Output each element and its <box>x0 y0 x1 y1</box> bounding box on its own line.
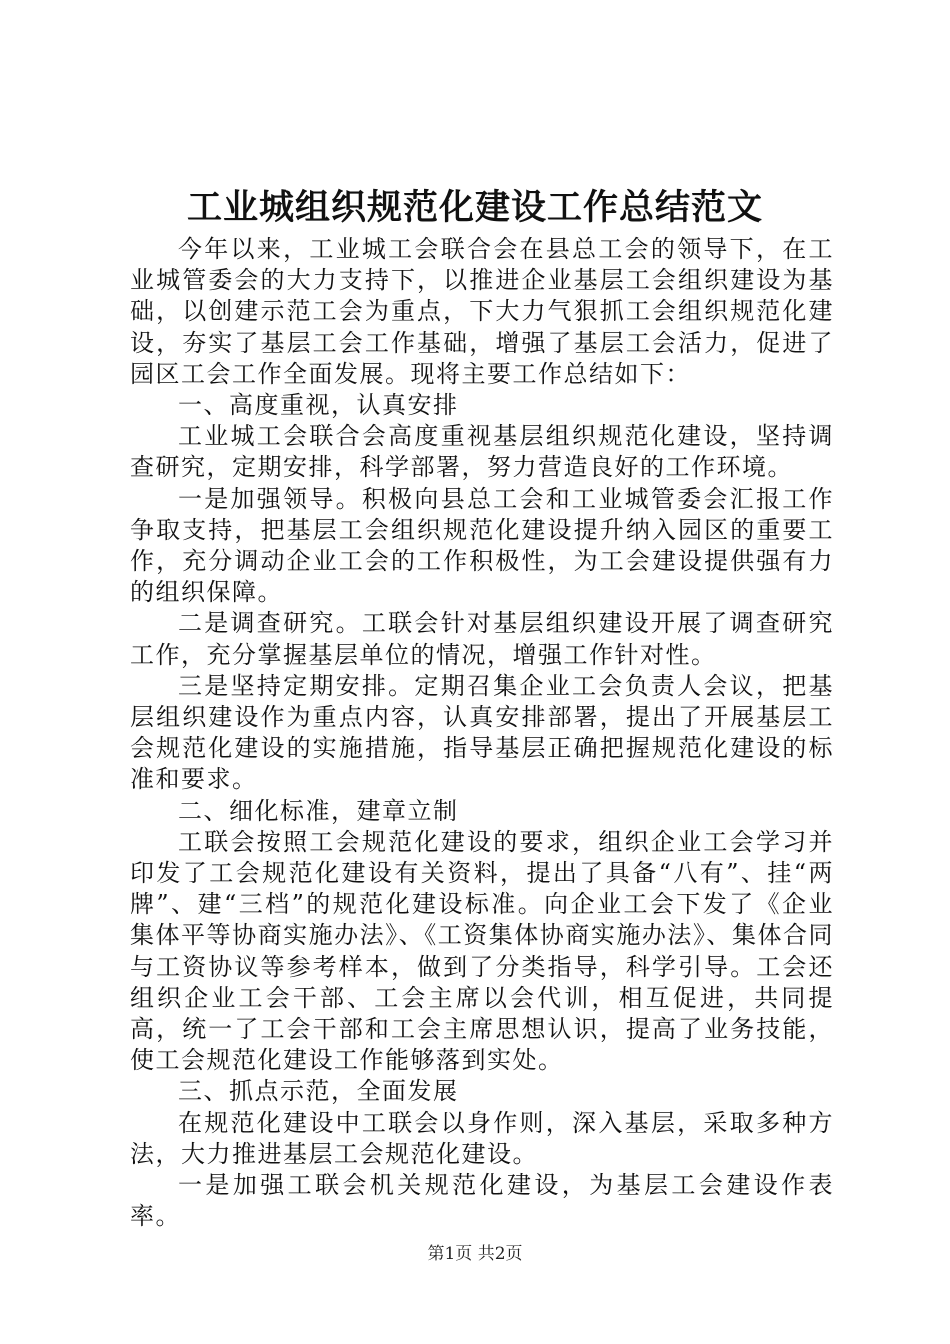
paragraph: 一是加强领导。积极向县总工会和工业城管委会汇报工作争取支持，把基层工会组织规范化建设提升纳入园区的重要工作，充分调动企业工会的工作积极性，为工会建设提供强有力的组织保障。 <box>130 484 834 607</box>
page-number-footer: 第1页 共2页 <box>427 1244 523 1264</box>
paragraph: 工联会按照工会规范化建设的要求，组织企业工会学习并印发了工会规范化建设有关资料，提出了具备“八有”、挂“两牌”、建“三档”的规范化建设标准。向企业工会下发了《企业集体平等协商实施办法》、《工资集体协商实施办法》、集体合同与工资协议等参考样本，做到了分类指导，科学引导。工会还组织企业工会干部、工会主席以会代训，相互促进，共同提高，统一了工会干部和工会主席思想认识，提高了业务技能，使工会规范化建设工作能够落到实处。 <box>130 827 834 1075</box>
paragraph: 工业城工会联合会高度重视基层组织规范化建设，坚持调查研究，定期安排，科学部署，努力营造良好的工作环境。 <box>130 422 834 482</box>
paragraph-intro: 今年以来，工业城工会联合会在县总工会的领导下，在工业城管委会的大力支持下，以推进企业基层工会组织建设为基础，以创建示范工会为重点，下大力气狠抓工会组织规范化建设，夯实了基层工会工作基础，增强了基层工会活力，促进了园区工会工作全面发展。现将主要工作总结如下： <box>130 235 834 388</box>
section-heading-3: 三、抓点示范，全面发展 <box>178 1077 459 1106</box>
section-heading-2: 二、细化标准，建章立制 <box>178 796 459 825</box>
paragraph: 在规范化建设中工联会以身作则，深入基层，采取多种方法，大力推进基层工会规范化建设。 <box>130 1108 834 1168</box>
paragraph: 一是加强工联会机关规范化建设，为基层工会建设作表率。 <box>130 1171 834 1231</box>
document-title: 工业城组织规范化建设工作总结范文 <box>186 187 763 228</box>
section-heading-1: 一、高度重视，认真安排 <box>178 391 459 420</box>
paragraph: 二是调查研究。工联会针对基层组织建设开展了调查研究工作，充分掌握基层单位的情况，增强工作针对性。 <box>130 609 834 669</box>
document-body <box>130 234 834 1233</box>
paragraph: 三是坚持定期安排。定期召集企业工会负责人会议，把基层组织建设作为重点内容，认真安排部署，提出了开展基层工会规范化建设的实施措施，指导基层正确把握规范化建设的标准和要求。 <box>130 671 834 794</box>
